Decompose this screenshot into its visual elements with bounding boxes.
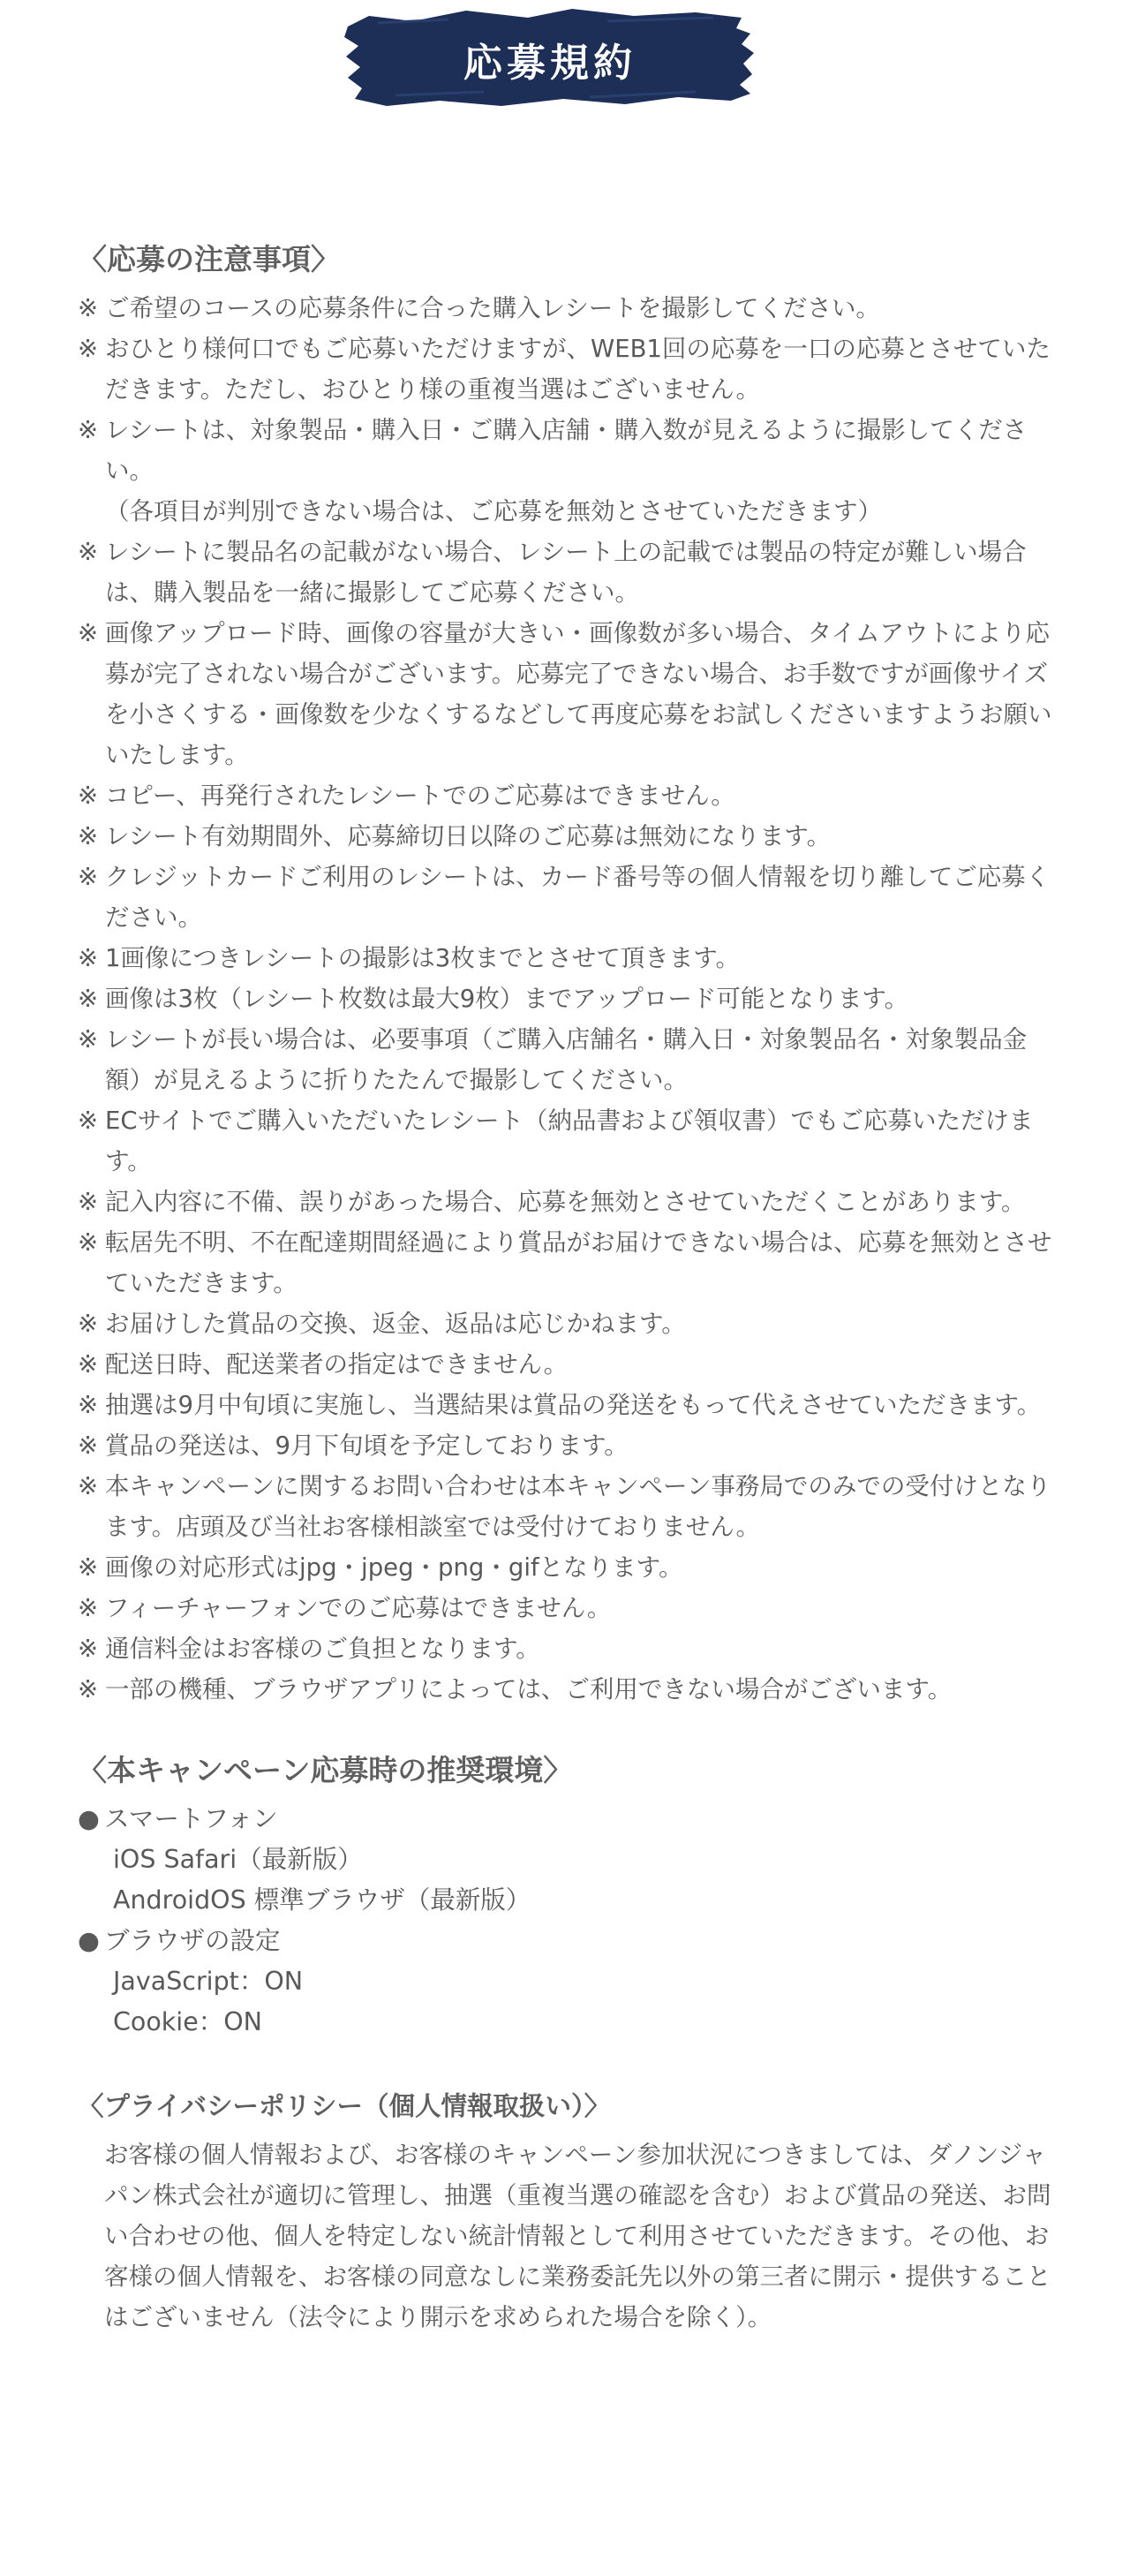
note-item xyxy=(78,1100,1059,1182)
note-item xyxy=(78,1628,1059,1669)
environment-list xyxy=(78,1799,1059,2043)
note-text: おひとり様何口でもご応募いただけますが、WEB1回の応募を一口の応募とさせていただきます。ただし、おひとり様の重複当選はございません。 xyxy=(105,335,1051,404)
note-item xyxy=(78,1303,1059,1344)
env-item: AndroidOS 標準ブラウザ（最新版） xyxy=(113,1885,531,1915)
note-mark: ※ xyxy=(78,416,99,444)
note-mark: ※ xyxy=(78,822,99,850)
note-mark: ※ xyxy=(78,1594,99,1622)
note-text-paren: （各項目が判別できない場合は、ご応募を無効とさせていただきます） xyxy=(105,497,882,525)
note-text: レシートは、対象製品・購入日・ご購入店舗・購入数が見えるように撮影してください。 xyxy=(105,416,1028,485)
env-group-label: スマートフォン xyxy=(104,1804,278,1833)
notes-heading: 〈応募の注意事項〉 xyxy=(78,242,340,276)
note-mark: ※ xyxy=(78,1350,99,1379)
note-text: 画像は3枚（レシート枚数は最大9枚）までアップロード可能となります。 xyxy=(105,985,909,1013)
note-mark: ※ xyxy=(78,1553,99,1582)
page-title: 応募規約 xyxy=(463,41,637,86)
note-mark: ※ xyxy=(78,1107,99,1135)
env-item: Cookie：ON xyxy=(113,2007,262,2036)
note-item xyxy=(78,1425,1059,1466)
note-text: レシート有効期間外、応募締切日以降のご応募は無効になります。 xyxy=(105,822,832,850)
note-item xyxy=(78,1466,1059,1547)
env-item: iOS Safari（最新版） xyxy=(113,1845,363,1874)
note-item xyxy=(78,1385,1059,1425)
env-group-smartphone xyxy=(78,1799,1059,1839)
note-item xyxy=(78,1344,1059,1385)
note-mark: ※ xyxy=(78,1675,99,1703)
title-banner xyxy=(343,4,757,113)
note-item xyxy=(78,532,1059,613)
bullet-icon: ● xyxy=(78,1804,100,1833)
note-item xyxy=(78,775,1059,816)
note-text: 1画像につきレシートの撮影は3枚までとさせて頂きます。 xyxy=(105,944,741,972)
note-item xyxy=(78,613,1059,775)
note-text: 抽選は9月中旬頃に実施し、当選結果は賞品の発送をもって代えさせていただきます。 xyxy=(105,1391,1042,1419)
note-mark: ※ xyxy=(78,538,99,566)
note-text: 転居先不明、不在配達期間経過により賞品がお届けできない場合は、応募を無効とさせていただきます。 xyxy=(105,1228,1052,1297)
note-item xyxy=(78,410,1059,532)
note-mark: ※ xyxy=(78,294,99,322)
note-text: フィーチャーフォンでのご応募はできません。 xyxy=(105,1594,612,1622)
note-text: お届けした賞品の交換、返金、返品は応じかねます。 xyxy=(105,1310,686,1338)
note-item xyxy=(78,938,1059,978)
note-mark: ※ xyxy=(78,1432,99,1460)
note-text: 賞品の発送は、9月下旬頃を予定しております。 xyxy=(105,1432,629,1460)
note-mark: ※ xyxy=(78,985,99,1013)
note-mark: ※ xyxy=(78,1188,99,1216)
note-mark: ※ xyxy=(78,1635,99,1663)
environment-heading: 〈本キャンペーン応募時の推奨環境〉 xyxy=(78,1753,573,1787)
terms-content xyxy=(78,231,1059,2338)
note-text: 一部の機種、ブラウザアプリによっては、ご利用できない場合がございます。 xyxy=(105,1675,953,1703)
note-mark: ※ xyxy=(78,1472,99,1500)
notes-list xyxy=(78,288,1059,1710)
privacy-body: お客様の個人情報および、お客様のキャンペーン参加状況につきましては、ダノンジャパン株式会社が適切に管理し、抽選（重複当選の確認を含む）および賞品の発送、お問い合わせの他、個人を特定しない統計情報として利用させていただきます。その他、お客様の個人情報を、お客様の同意なしに業務委託先以外の第三者に開示・提供することはございません（法令により開示を求められた場合を除く）。 xyxy=(104,2141,1051,2331)
note-text: クレジットカードご利用のレシートは、カード番号等の個人情報を切り離してご応募ください。 xyxy=(105,863,1051,932)
env-group-browser xyxy=(78,1921,1059,1961)
note-text: 配送日時、配送業者の指定はできません。 xyxy=(105,1350,569,1379)
note-text: ご希望のコースの応募条件に合った購入レシートを撮影してください。 xyxy=(105,294,880,322)
notes-section xyxy=(78,231,1059,1710)
note-item xyxy=(78,857,1059,938)
note-item xyxy=(78,1547,1059,1588)
note-mark: ※ xyxy=(78,863,99,891)
note-item xyxy=(78,1669,1059,1710)
note-item xyxy=(78,1019,1059,1100)
note-text: コピー、再発行されたレシートでのご応募はできません。 xyxy=(105,782,735,810)
note-text: レシートに製品名の記載がない場合、レシート上の記載では製品の特定が難しい場合は、購入製品を一緒に撮影してご応募ください。 xyxy=(105,538,1027,607)
note-mark: ※ xyxy=(78,619,99,647)
note-mark: ※ xyxy=(78,1025,99,1054)
bullet-icon: ● xyxy=(78,1926,100,1955)
note-text: 画像の対応形式はjpg・jpeg・png・gifとなります。 xyxy=(105,1553,683,1582)
note-item xyxy=(78,1588,1059,1628)
environment-section xyxy=(78,1742,1059,2043)
note-mark: ※ xyxy=(78,1391,99,1419)
note-item xyxy=(78,816,1059,857)
note-mark: ※ xyxy=(78,1310,99,1338)
note-text: レシートが長い場合は、必要事項（ご購入店舗名・購入日・対象製品名・対象製品金額）が見えるように折りたたんで撮影してください。 xyxy=(105,1025,1028,1094)
note-mark: ※ xyxy=(78,1228,99,1257)
note-text: 通信料金はお客様のご負担となります。 xyxy=(105,1635,540,1663)
note-item xyxy=(78,1182,1059,1222)
note-mark: ※ xyxy=(78,335,99,363)
privacy-heading: 〈プライバシーポリシー（個人情報取扱い）〉 xyxy=(78,2091,611,2121)
note-mark: ※ xyxy=(78,782,99,810)
note-mark: ※ xyxy=(78,944,99,972)
note-text: 本キャンペーンに関するお問い合わせは本キャンペーン事務局でのみでの受付けとなります。店頭及び当社お客様相談室では受付けておりません。 xyxy=(105,1472,1051,1541)
env-group-label: ブラウザの設定 xyxy=(104,1926,281,1955)
env-item: JavaScript：ON xyxy=(113,1967,304,1996)
note-item xyxy=(78,329,1059,410)
note-text: 記入内容に不備、誤りがあった場合、応募を無効とさせていただくことがあります。 xyxy=(105,1188,1026,1216)
note-text: 画像アップロード時、画像の容量が大きい・画像数が多い場合、タイムアウトにより応募が完了されない場合がございます。応募完了できない場合、お手数ですが画像サイズを小さくする・画像数を少なくするなどして再度応募をお試しくださいますようお願いいたします。 xyxy=(105,619,1052,769)
note-item xyxy=(78,288,1059,329)
note-item xyxy=(78,978,1059,1019)
note-text: ECサイトでご購入いただいたレシート（納品書および領収書）でもご応募いただけます。 xyxy=(105,1107,1034,1175)
privacy-section xyxy=(78,2078,1059,2338)
note-item xyxy=(78,1222,1059,1303)
